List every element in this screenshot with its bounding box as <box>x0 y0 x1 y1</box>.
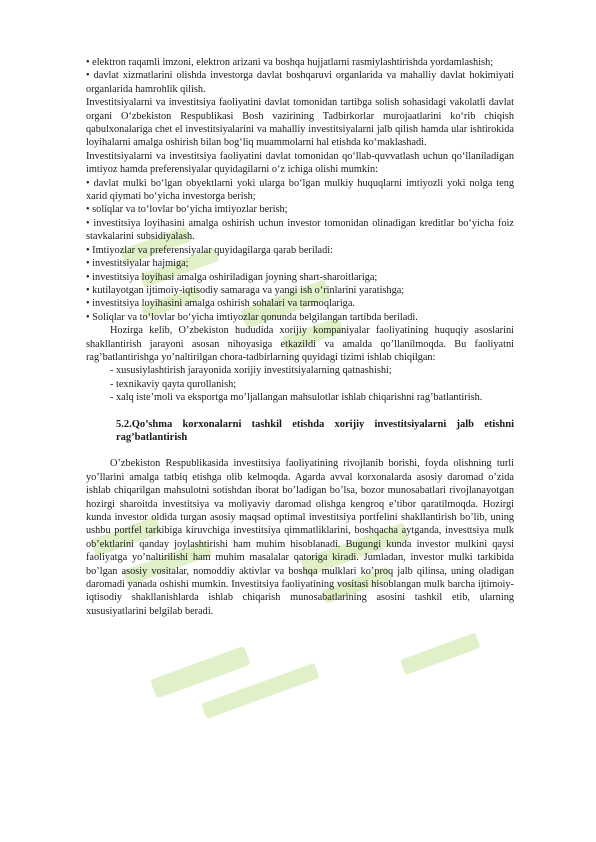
text-line: • investitsiya loyihasi amalga oshiriladigan joyning shart-sharoitlariga; <box>86 271 378 283</box>
text-line: • elektron raqamli imzoni, elektron arizani va boshqa hujjatlarni rasmiylashtirishda yordamlashish; <box>86 57 494 68</box>
text-paragraph: O’zbekiston Respublikasida investitsiya faoliyatining rivojlanib borishi, foyda olishning turli yo’llarini amalga tatbiq etishga olib kelmoqda. Agarda avval korxonalarda asosiy daromad o’zida ishlab chiqarilgan mahsulotni sotishdan iborat bo’ladigan bo’lsa, bozor munosabatlari rivojlanayotgan hozirgi sharoitda investitsiya va moliyaviy daromad olishga kengroq e’tibor qaratilmoqda. Hozirgi kunda investor oldida turgan asosiy maqsad optimal investitsiya portfelini shakllantirish bo’lib, uning ushbu portfel tarkibiga kiruvchiga investitsiya qimmatliklarini, boshqacha aytganda, investtsiya mulk ob’ektlarini qanday joylashtirishi ham muhim hisoblanadi. Bugungi kunda investor mulkini qaysi faoliyatga yo’naltirilishi ham muhim masalalar qatoriga kiradi. Jumladan, investor mulki tarkibida bo’lgan asosiy vositalar, nomoddiy aktivlar va boshqa mulklari ko’proq jalb qilinsa, uning oladigan daromadi yanada oshishi mumkin. Investitsiya faoliyatining vositasi hisoblangan mulk barcha ijtimoiy-iqtisodiy shakllanishlarda ishlab chiqarish munosabatlarining asosini tashkil etib, ularning xususiyatlarini belgilab beradi. <box>86 458 514 617</box>
dash-item: - texnikaviy qayta qurollanish; <box>110 378 237 390</box>
text-line: • investitsiyalar hajmiga; <box>86 258 189 270</box>
document-body <box>86 56 514 618</box>
text-paragraph: Investitsiyalarni va investitsiya faoliyatini davlat tomonidan qo‘llab-quvvatlash uchun qo‘llaniladigan imtiyoz hamda preferensiyalar quyidagilarni o‘z ichiga olishi mumkin: <box>86 150 514 176</box>
text-line: • davlat xizmatlarini olishda investorga davlat boshqaruvi organlarida va mahalliy davlat hokimiyati organlarida hamrohlik qilish. <box>86 70 514 95</box>
text-line: • investitsiya loyihasini amalga oshirish uchun investor tomonidan olinadigan kreditlar bo‘yicha foiz stavkalarini subsidiyalash. <box>86 217 514 243</box>
text-line: • Imtiyozlar va preferensiyalar quyidagilarga qarab beriladi: <box>86 244 333 256</box>
text-paragraph: Hozirga kelib, O’zbekiston hududida xorijiy kompaniyalar faoliyatining huquqiy asoslarini shakllantirish jarayoni asosan nihoyasiga etkazildi va amalda qo’llanilmoqda. Bu faoliyatni rag’batlantirishga yo’naltirilgan chora-tadbirlarning quyidagi tizimi ishlab chiqilgan: <box>86 325 514 363</box>
section-heading: 5.2.Qo’shma korxonalarni tashkil etishda xorijiy investitsiyalarni jalb etishni rag’batlantirish <box>116 418 514 443</box>
spacer <box>86 444 514 457</box>
text-paragraph: Investitsiyalarni va investitsiya faoliyatini davlat tomonidan tartibga solish sohasidagi vakolatli davlat organi O‘zbekiston Respublikasi Bosh vazirining Tadbirkorlar murojaatlarini ko‘rib chiqish qabulxonalariga chet el investitsiyalarini va mahalliy investitsiyalarni jalb qilish hamda ular ishtirokida loyihalarni amalga oshirish bilan bog‘liq muammolarni hal etishda ko‘maklashadi. <box>86 97 514 149</box>
text-line: • kutilayotgan ijtimoiy-iqtisodiy samaraga va yangi ish o‘rinlarini yaratishga; <box>86 284 405 296</box>
dash-item: - xususiylashtirish jarayonida xorijiy investitsiyalarning qatnashishi; <box>110 365 392 377</box>
text-line: • Soliqlar va to‘lovlar bo‘yicha imtiyozlar qonunda belgilangan tartibda beriladi. <box>86 311 418 323</box>
text-line: • investitsiya loyihasini amalga oshirish sohalari va tarmoqlariga. <box>86 298 355 310</box>
text-line: • soliqlar va to‘lovlar bo‘yicha imtiyozlar berish; <box>86 204 288 216</box>
text-line: • davlat mulki bo‘lgan obyektlarni yoki ularga bo‘lgan mulkiy huquqlarni imtiyozli yoki nolga teng xarid qiymati bo‘yicha investorga berish; <box>86 177 514 203</box>
spacer <box>86 405 514 418</box>
dash-item: - xalq iste’moli va eksportga mo’ljallangan mahsulotlar ishlab chiqarishni rag’batlantirish. <box>110 392 483 404</box>
